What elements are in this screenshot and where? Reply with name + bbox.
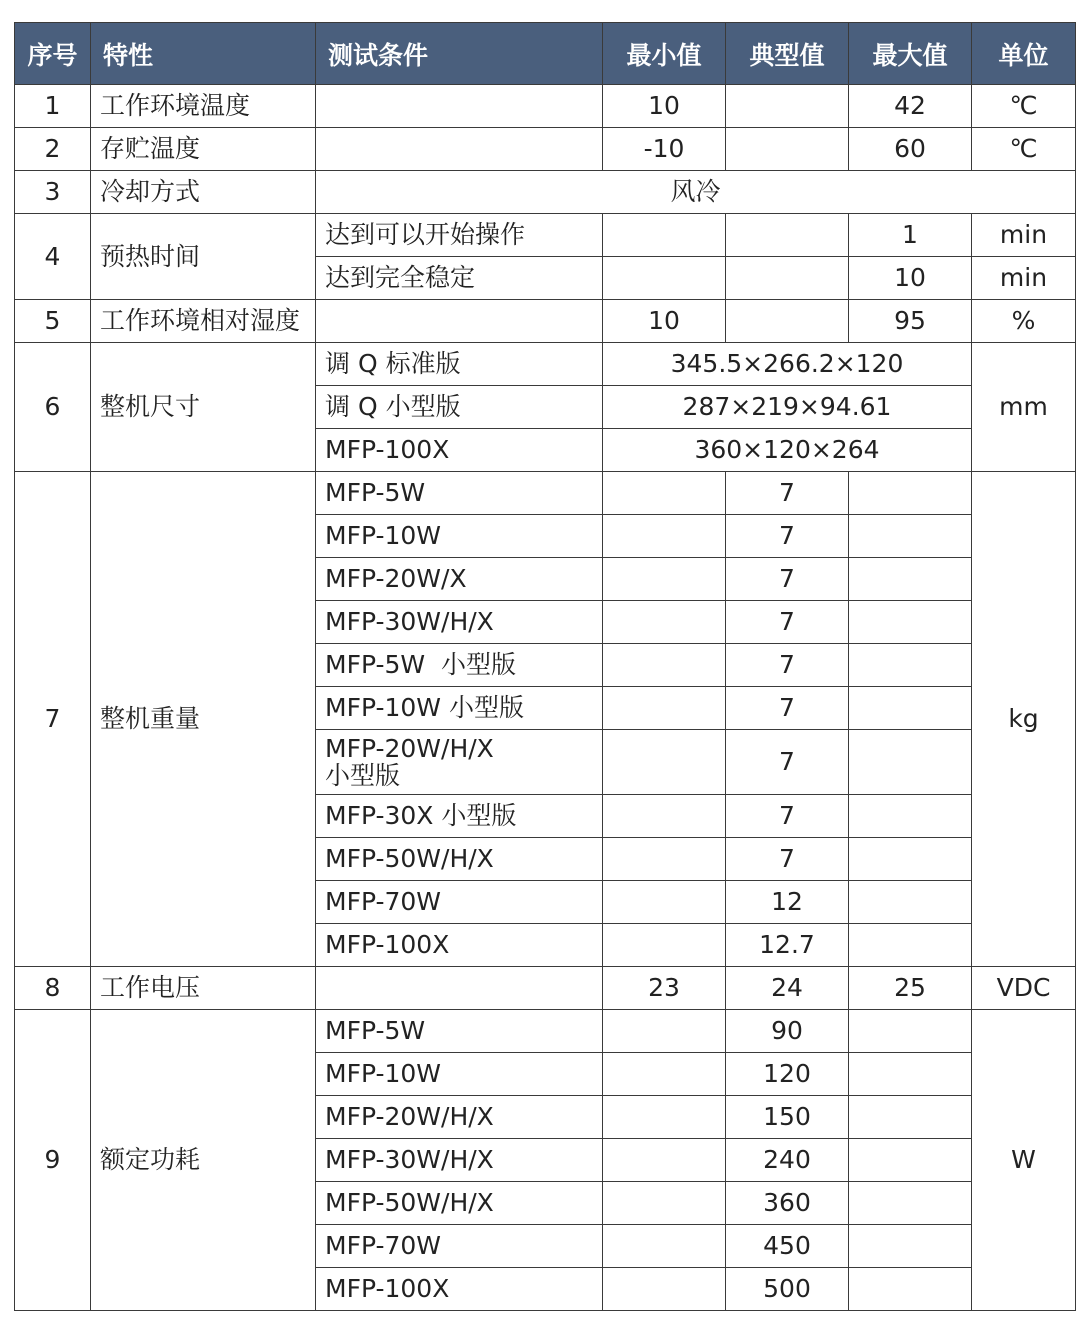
max-cell [849, 924, 972, 967]
typ-cell: 90 [726, 1010, 849, 1053]
min-cell [603, 472, 726, 515]
table-row [15, 171, 1076, 214]
min-cell: 10 [603, 300, 726, 343]
header-unit: 单位 [972, 23, 1076, 85]
property-cell: 冷却方式 [91, 171, 316, 214]
typ-cell [726, 85, 849, 128]
condition-cell [316, 128, 603, 171]
min-cell: 10 [603, 85, 726, 128]
table-row [15, 343, 1076, 386]
typ-cell: 7 [726, 795, 849, 838]
typ-cell: 500 [726, 1268, 849, 1311]
table-row [15, 1010, 1076, 1053]
condition-cell: MFP-10W [316, 1053, 603, 1096]
property-cell: 预热时间 [91, 214, 316, 300]
typ-cell: 7 [726, 838, 849, 881]
condition-cell: MFP-30W/H/X [316, 1139, 603, 1182]
max-cell [849, 795, 972, 838]
condition-cell: MFP-5W 小型版 [316, 644, 603, 687]
min-cell [603, 1139, 726, 1182]
condition-cell: MFP-5W [316, 1010, 603, 1053]
dimension-value: 345.5×266.2×120 [603, 343, 972, 386]
min-cell [603, 1225, 726, 1268]
property-cell: 额定功耗 [91, 1010, 316, 1311]
min-cell [603, 924, 726, 967]
header-min: 最小值 [603, 23, 726, 85]
dimension-value: 287×219×94.61 [603, 386, 972, 429]
typ-cell: 7 [726, 601, 849, 644]
min-cell [603, 687, 726, 730]
typ-cell: 12 [726, 881, 849, 924]
condition-cell: 达到完全稳定 [316, 257, 603, 300]
condition-cell: MFP-20W/X [316, 558, 603, 601]
row-number: 6 [15, 343, 91, 472]
condition-cell [316, 967, 603, 1010]
table-row [15, 214, 1076, 257]
max-cell: 95 [849, 300, 972, 343]
max-cell [849, 881, 972, 924]
property-cell: 工作环境相对湿度 [91, 300, 316, 343]
typ-cell [726, 214, 849, 257]
typ-cell: 120 [726, 1053, 849, 1096]
condition-cell: MFP-100X [316, 924, 603, 967]
min-cell [603, 601, 726, 644]
property-cell: 存贮温度 [91, 128, 316, 171]
table-row [15, 128, 1076, 171]
typ-cell: 150 [726, 1096, 849, 1139]
max-cell: 1 [849, 214, 972, 257]
row-number: 9 [15, 1010, 91, 1311]
max-cell [849, 687, 972, 730]
max-cell: 60 [849, 128, 972, 171]
typ-cell [726, 257, 849, 300]
condition-cell [316, 300, 603, 343]
max-cell [849, 730, 972, 795]
table-row [15, 472, 1076, 515]
unit-cell: ℃ [972, 128, 1076, 171]
typ-cell: 7 [726, 558, 849, 601]
min-cell [603, 1096, 726, 1139]
typ-cell: 7 [726, 515, 849, 558]
min-cell [603, 257, 726, 300]
max-cell [849, 472, 972, 515]
header-property: 特性 [91, 23, 316, 85]
property-cell: 整机重量 [91, 472, 316, 967]
min-cell: -10 [603, 128, 726, 171]
table-row [15, 300, 1076, 343]
unit-cell: ℃ [972, 85, 1076, 128]
condition-cell: MFP-5W [316, 472, 603, 515]
max-cell [849, 1268, 972, 1311]
value-cell: 风冷 [316, 171, 1076, 214]
header-row [15, 23, 1076, 85]
typ-cell: 7 [726, 644, 849, 687]
max-cell [849, 838, 972, 881]
condition-cell: 调 Q 小型版 [316, 386, 603, 429]
condition-cell: MFP-30X 小型版 [316, 795, 603, 838]
property-cell: 工作电压 [91, 967, 316, 1010]
condition-cell: MFP-70W [316, 881, 603, 924]
header-max: 最大值 [849, 23, 972, 85]
max-cell [849, 1053, 972, 1096]
condition-line: MFP-20W/H/X [325, 733, 494, 763]
min-cell [603, 881, 726, 924]
table-row [15, 967, 1076, 1010]
max-cell [849, 1182, 972, 1225]
row-number: 7 [15, 472, 91, 967]
max-cell [849, 1139, 972, 1182]
typ-cell: 7 [726, 730, 849, 795]
row-number: 4 [15, 214, 91, 300]
max-cell: 25 [849, 967, 972, 1010]
unit-cell: VDC [972, 967, 1076, 1010]
condition-cell: MFP-50W/H/X [316, 838, 603, 881]
typ-cell: 7 [726, 687, 849, 730]
unit-cell: min [972, 214, 1076, 257]
condition-cell: MFP-70W [316, 1225, 603, 1268]
typ-cell: 450 [726, 1225, 849, 1268]
condition-cell [316, 730, 603, 795]
row-number: 5 [15, 300, 91, 343]
row-number: 2 [15, 128, 91, 171]
typ-cell: 12.7 [726, 924, 849, 967]
unit-cell: W [972, 1010, 1076, 1311]
max-cell: 10 [849, 257, 972, 300]
unit-cell: min [972, 257, 1076, 300]
min-cell [603, 558, 726, 601]
typ-cell [726, 300, 849, 343]
min-cell [603, 1010, 726, 1053]
condition-cell: MFP-10W [316, 515, 603, 558]
min-cell [603, 214, 726, 257]
typ-cell: 7 [726, 472, 849, 515]
min-cell [603, 644, 726, 687]
condition-cell: MFP-10W 小型版 [316, 687, 603, 730]
condition-cell: MFP-30W/H/X [316, 601, 603, 644]
unit-cell: kg [972, 472, 1076, 967]
max-cell [849, 1010, 972, 1053]
table-row [15, 85, 1076, 128]
header-no: 序号 [15, 23, 91, 85]
max-cell: 42 [849, 85, 972, 128]
min-cell: 23 [603, 967, 726, 1010]
condition-cell: 调 Q 标准版 [316, 343, 603, 386]
typ-cell: 240 [726, 1139, 849, 1182]
max-cell [849, 601, 972, 644]
condition-cell [316, 85, 603, 128]
header-typ: 典型值 [726, 23, 849, 85]
min-cell [603, 795, 726, 838]
min-cell [603, 1053, 726, 1096]
min-cell [603, 1268, 726, 1311]
max-cell [849, 1225, 972, 1268]
typ-cell: 360 [726, 1182, 849, 1225]
max-cell [849, 1096, 972, 1139]
dimension-value: 360×120×264 [603, 429, 972, 472]
row-number: 8 [15, 967, 91, 1010]
condition-cell: 达到可以开始操作 [316, 214, 603, 257]
min-cell [603, 730, 726, 795]
max-cell [849, 558, 972, 601]
min-cell [603, 838, 726, 881]
condition-cell: MFP-100X [316, 1268, 603, 1311]
condition-line: 小型版 [325, 761, 401, 790]
unit-cell: % [972, 300, 1076, 343]
row-number: 3 [15, 171, 91, 214]
header-condition: 测试条件 [316, 23, 603, 85]
property-cell: 工作环境温度 [91, 85, 316, 128]
typ-cell [726, 128, 849, 171]
spec-table [14, 22, 1076, 1311]
row-number: 1 [15, 85, 91, 128]
condition-cell: MFP-50W/H/X [316, 1182, 603, 1225]
unit-cell: mm [972, 343, 1076, 472]
max-cell [849, 644, 972, 687]
min-cell [603, 1182, 726, 1225]
typ-cell: 24 [726, 967, 849, 1010]
max-cell [849, 515, 972, 558]
min-cell [603, 515, 726, 558]
condition-cell: MFP-20W/H/X [316, 1096, 603, 1139]
property-cell: 整机尺寸 [91, 343, 316, 472]
condition-cell: MFP-100X [316, 429, 603, 472]
